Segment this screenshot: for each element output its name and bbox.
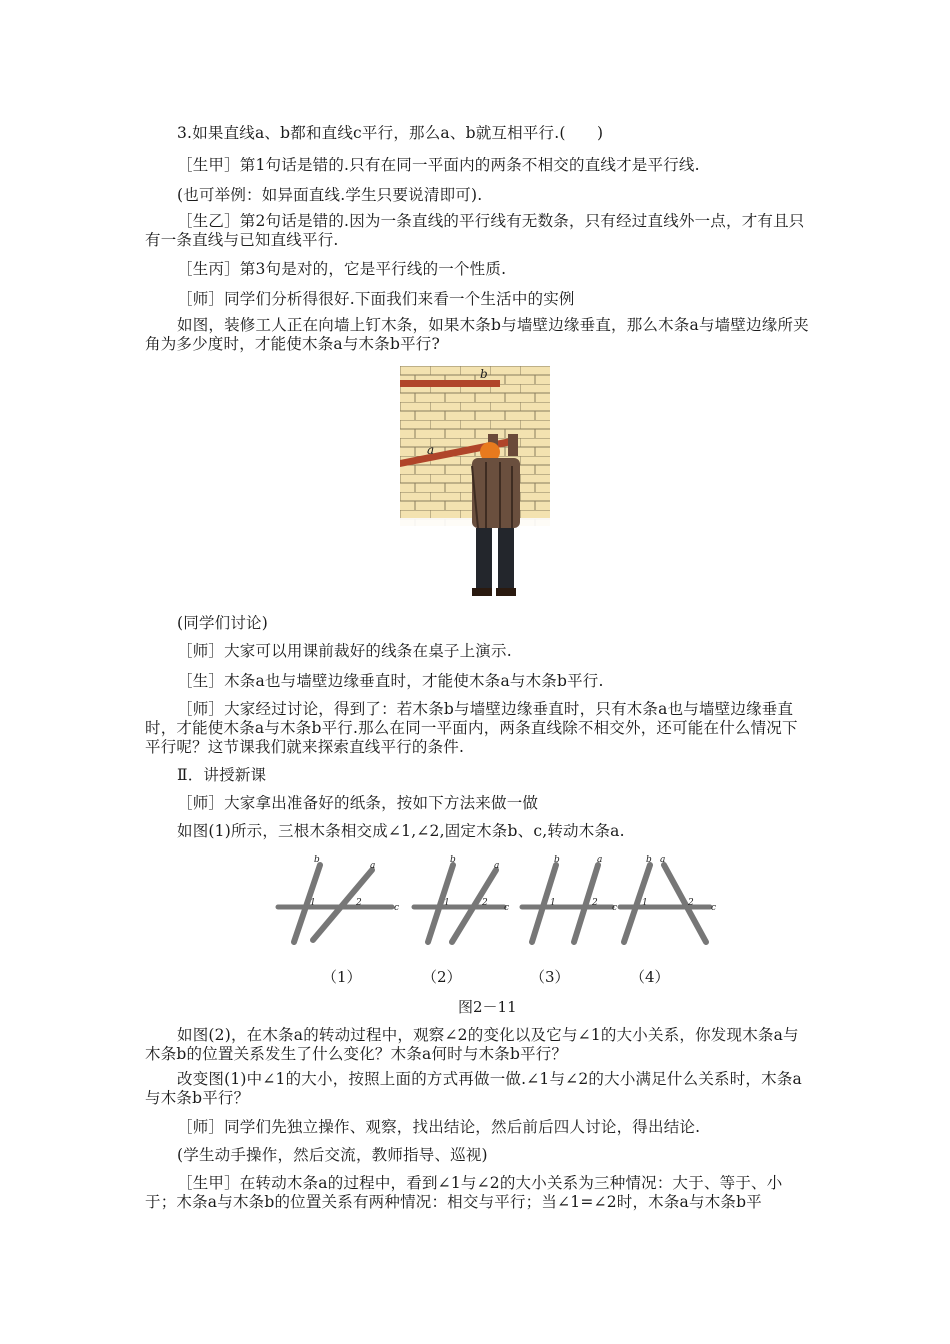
label-c-3: c xyxy=(612,903,618,913)
worker-wall-illustration xyxy=(400,366,550,600)
wall-example-paragraph: 如图，装修工人正在向墙上钉木条，如果木条b与墙壁边缘垂直，那么木条a与墙壁边缘所夹角为多少度时，才能使木条a与木条b平行? xyxy=(145,316,809,353)
label-c-2: c xyxy=(504,903,510,913)
sticks-diagram-3 xyxy=(522,865,612,942)
board-a-label: a xyxy=(427,443,435,457)
label-angle2-3: 2 xyxy=(592,898,598,908)
label-b-2: b xyxy=(450,855,456,865)
label-angle1-2: 1 xyxy=(444,898,450,908)
teacher-line-3: ［师］大家拿出准备好的纸条，按如下方法来做一做 xyxy=(177,794,539,812)
discussion-note: (同学们讨论) xyxy=(177,614,268,632)
label-b-4: b xyxy=(646,855,652,865)
figure-caption: 图2－11 xyxy=(458,998,517,1016)
student-b-answer: ［生乙］第2句话是错的.因为一条直线的平行线有无数条，只有经过直线外一点，才有且只有一条直线与已知直线平行. xyxy=(145,212,805,249)
caption-4: （4） xyxy=(630,968,670,986)
student-line: ［生］木条a也与墙壁边缘垂直时，才能使木条a与木条b平行. xyxy=(177,672,604,690)
student-a-answer: ［生甲］第1句话是错的.只有在同一平面内的两条不相交的直线才是平行线. xyxy=(177,156,700,174)
label-a-3: a xyxy=(597,855,603,865)
figure-intro-line: 如图(1)所示，三根木条相交成∠1,∠2,固定木条b、c,转动木条a. xyxy=(177,822,625,840)
label-c-1: c xyxy=(394,903,400,913)
teacher-line-1: ［师］同学们分析得很好.下面我们来看一个生活中的实例 xyxy=(177,290,575,308)
label-a-4: a xyxy=(660,855,666,865)
label-angle1-3: 1 xyxy=(550,898,556,908)
question-3: 3.如果直线a、b都和直线c平行，那么a、b就互相平行.( ) xyxy=(177,124,604,142)
label-angle1-4: 1 xyxy=(642,898,648,908)
sticks-diagram-4 xyxy=(620,865,710,942)
student-a-conclusion: ［生甲］在转动木条a的过程中，看到∠1与∠2的大小关系为三种情况：大于、等于、小于；木条a与木条b的位置关系有两种情况：相交与平行；当∠1=∠2时，木条a与木条b平 xyxy=(145,1174,783,1211)
label-c-4: c xyxy=(711,903,717,913)
worker-figure xyxy=(472,434,520,596)
label-angle2-4: 2 xyxy=(688,898,694,908)
label-a-2: a xyxy=(494,861,500,871)
label-angle1-1: 1 xyxy=(310,898,316,908)
caption-1: （1） xyxy=(322,968,362,986)
note-line: (也可举例：如异面直线.学生只要说清即可). xyxy=(177,186,483,204)
question-paragraph-1: 如图(2)，在木条a的转动过程中，观察∠2的变化以及它与∠1的大小关系，你发现木条a与木条b的位置关系发生了什么变化？木条a何时与木条b平行？ xyxy=(145,1026,799,1063)
sticks-diagram-2 xyxy=(414,865,504,942)
label-a-1: a xyxy=(370,861,376,871)
question-paragraph-2: 改变图(1)中∠1的大小，按照上面的方式再做一做.∠1与∠2的大小满足什么关系时，木条a与木条b平行？ xyxy=(145,1070,802,1107)
section-heading: Ⅱ．讲授新课 xyxy=(177,766,267,784)
label-angle2-1: 2 xyxy=(356,898,362,908)
caption-3: （3） xyxy=(530,968,570,986)
teacher-line-4: ［师］同学们先独立操作、观察，找出结论，然后前后四人讨论，得出结论. xyxy=(177,1118,701,1136)
sticks-figure xyxy=(270,850,720,945)
teacher-summary-paragraph: ［师］大家经过讨论，得到了：若木条b与墙壁边缘垂直时，只有木条a也与墙壁边缘垂直时，才能使木条a与木条b平行.那么在同一平面内，两条直线除不相交外，还可能在什么情况下平行呢？这节课我们就来探索直线平行的条件. xyxy=(145,700,798,756)
caption-2: （2） xyxy=(422,968,462,986)
student-c-answer: ［生丙］第3句是对的，它是平行线的一个性质. xyxy=(177,260,507,278)
label-b-1: b xyxy=(314,855,320,865)
activity-note: (学生动手操作，然后交流，教师指导、巡视) xyxy=(177,1146,488,1164)
teacher-line-2: ［师］大家可以用课前裁好的线条在桌子上演示. xyxy=(177,642,512,660)
label-angle2-2: 2 xyxy=(482,898,488,908)
board-b xyxy=(400,380,500,387)
label-b-3: b xyxy=(554,855,560,865)
board-b-label: b xyxy=(480,367,488,381)
sticks-diagram-1 xyxy=(278,865,392,942)
